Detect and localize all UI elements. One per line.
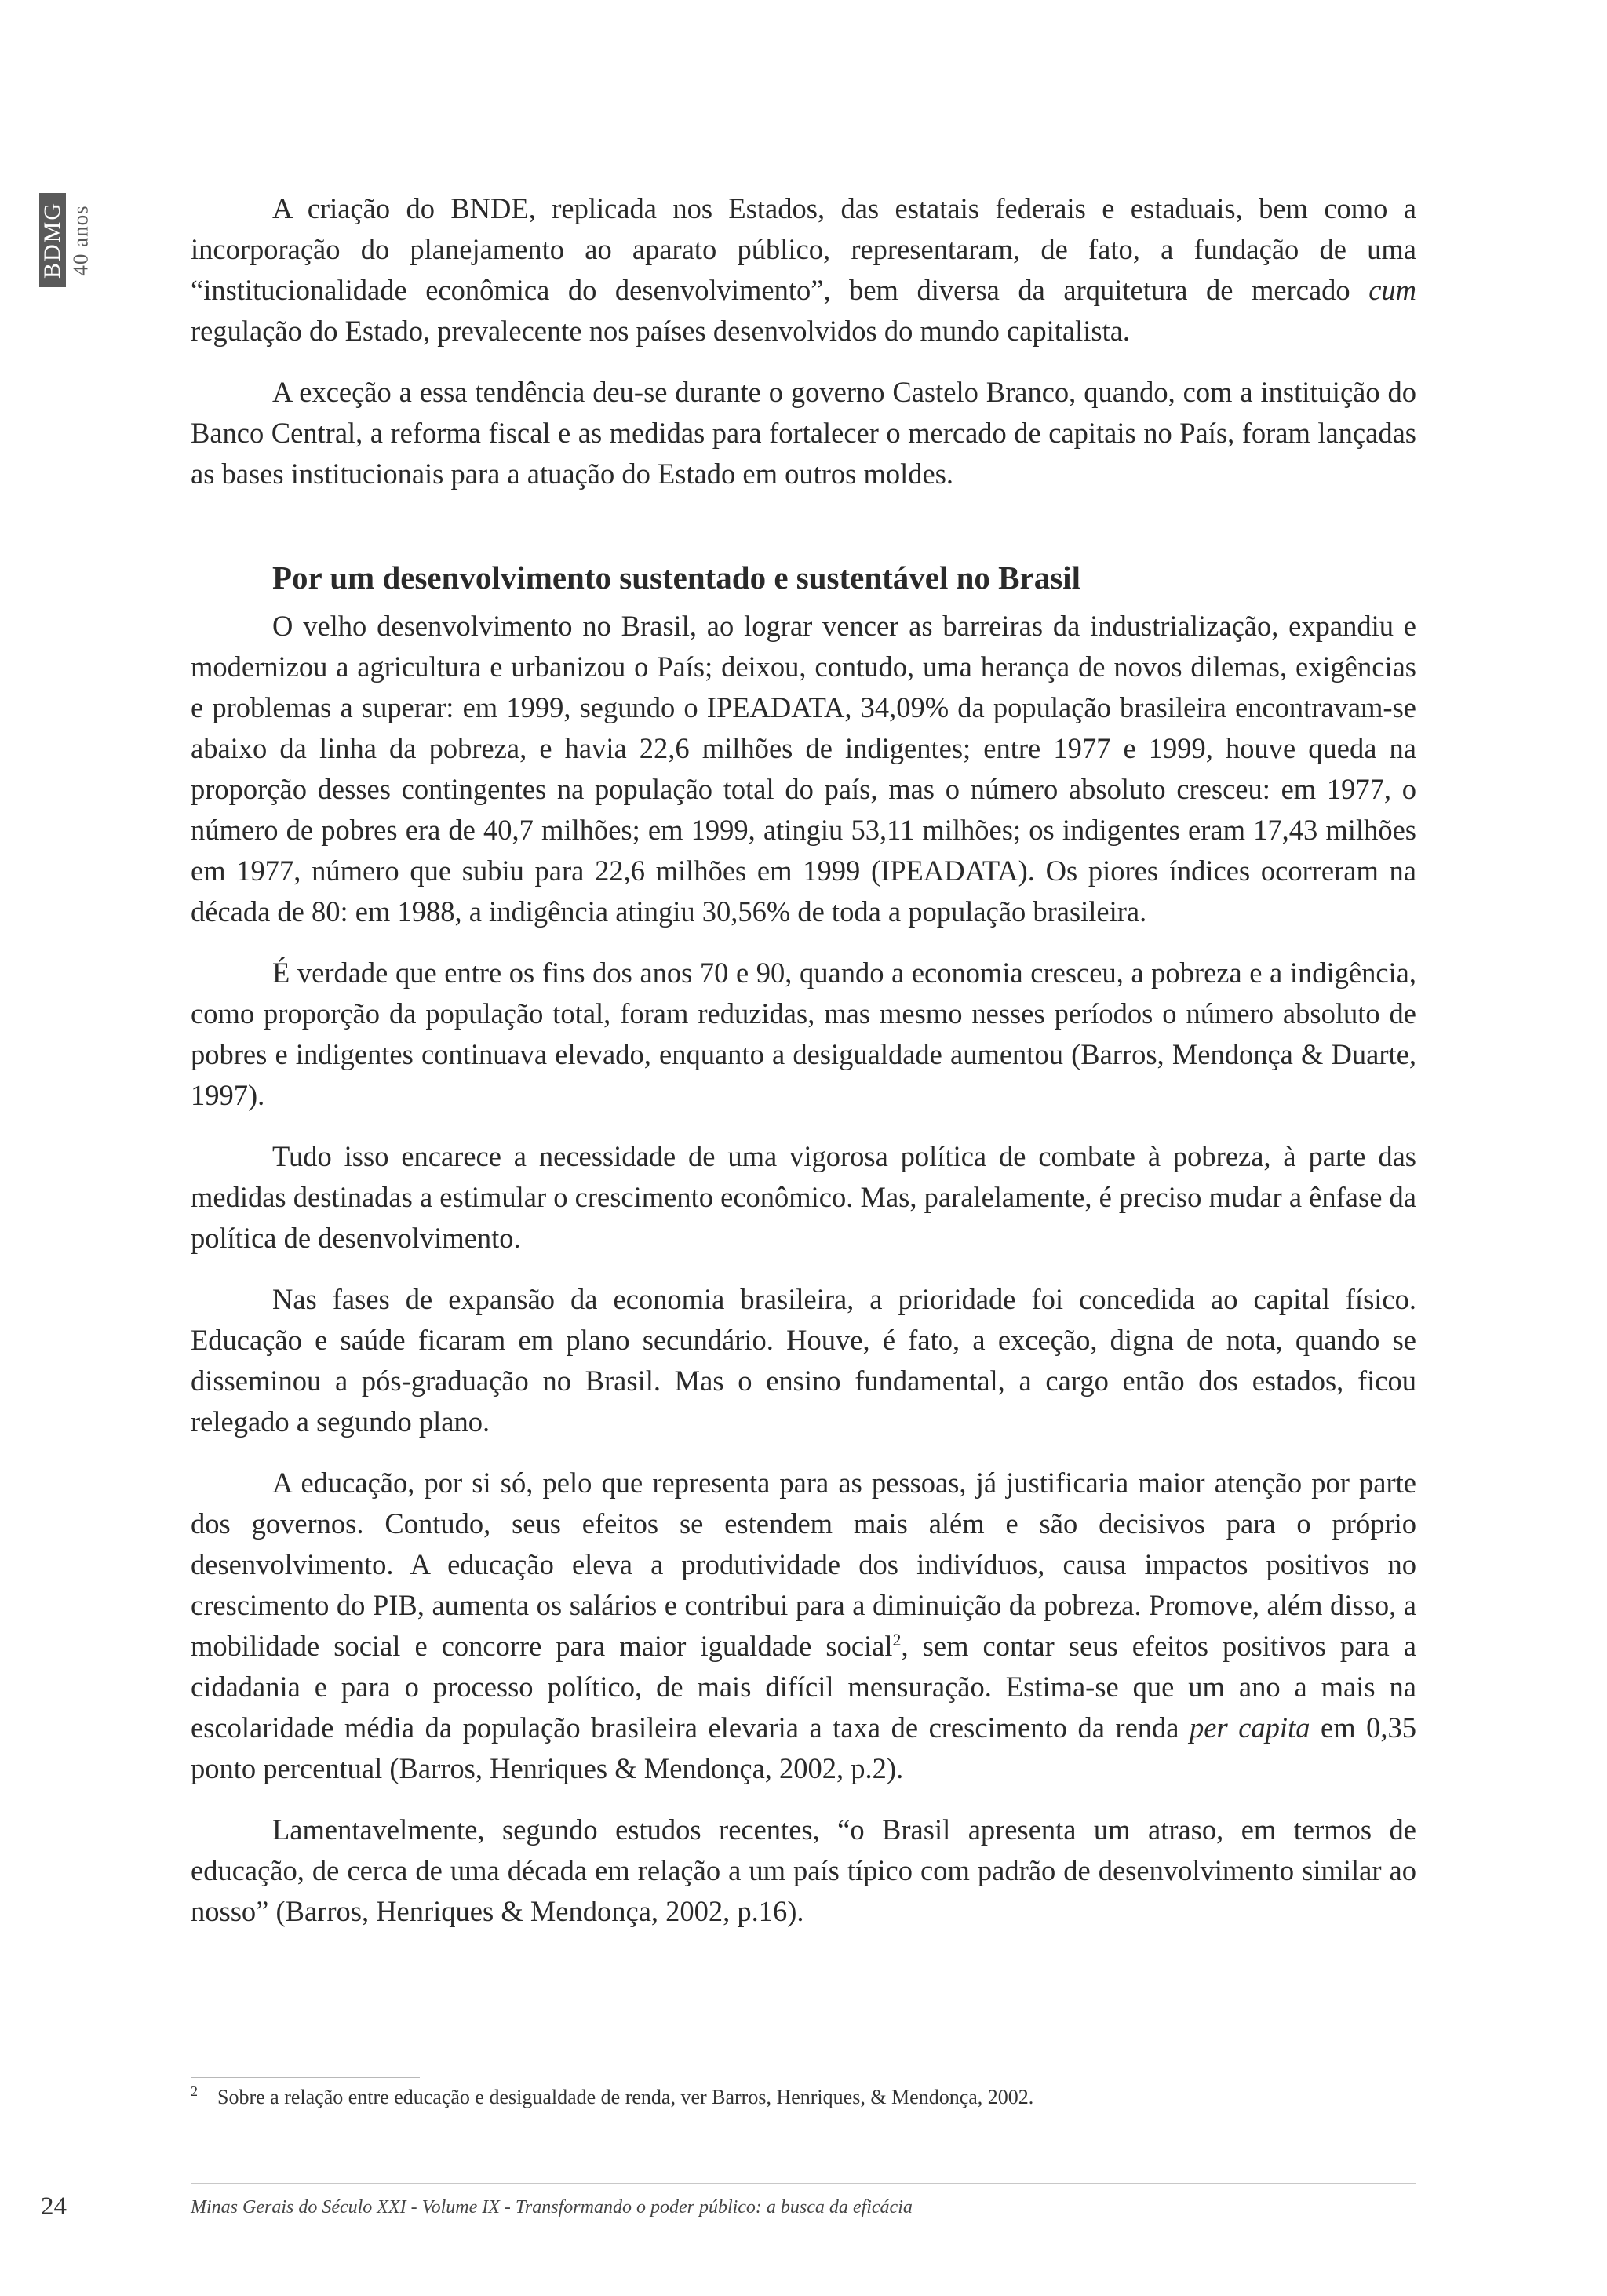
italic-text: per capita <box>1190 1711 1310 1744</box>
paragraph-text: O velho desenvolvimento no Brasil, ao lograr vencer as barreiras da industrialização, expandiu e modernizou a agricultura e urbanizou o País; deixou, contudo, uma herança de novos dilemas, exigências e problemas a superar: em 1999, segundo o IPEADATA, 34,09% da população brasileira encontravam-se abaixo da linha da pobreza, e havia 22,6 milhões de indigentes; entre 1977 e 1999, houve queda na proporção desses contingentes na população total do país, mas o número absoluto cresceu: em 1977, o número de pobres era de 40,7 milhões; em 1999, atingiu 53,11 milhões; os indigentes eram 17,43 milhões em 1977, número que subiu para 22,6 milhões em 1999 (IPEADATA). Os piores índices ocorreram na década de 80: em 1988, a indigência atingiu 30,56% de toda a população brasileira. <box>191 610 1416 928</box>
paragraph <box>191 1136 1416 1259</box>
section-paragraphs <box>191 606 1416 1932</box>
paragraph <box>191 953 1416 1116</box>
running-title: Minas Gerais do Século XXI - Volume IX - Transformando o poder público: a busca da eficácia <box>191 2197 913 2218</box>
footnote-reference: 2 <box>892 1629 902 1649</box>
logo-subtitle-box <box>67 193 94 287</box>
paragraph <box>191 188 1416 352</box>
page-number: 24 <box>41 2192 67 2221</box>
paragraph-text: A exceção a essa tendência deu-se durante o governo Castelo Branco, quando, com a instituição do Banco Central, a reforma fiscal e as medidas para fortalecer o mercado de capitais no País, foram lançadas as bases institucionais para a atuação do Estado em outros moldes. <box>191 376 1416 490</box>
footnote-divider <box>191 2077 420 2078</box>
paragraph-text: Tudo isso encarece a necessidade de uma vigorosa política de combate à pobreza, à parte das medidas destinadas a estimular o crescimento econômico. Mas, paralelamente, é preciso mudar a ênfase da política de desenvolvimento. <box>191 1140 1416 1254</box>
paragraph-text: regulação do Estado, prevalecente nos países desenvolvidos do mundo capitalista. <box>191 315 1131 347</box>
paragraph-text: A educação, por si só, pelo que representa para as pessoas, já justificaria maior atenção por parte dos governos. Contudo, seus efeitos se estendem mais além e são decisivos para o próprio desenvolvimento. A educação eleva a produtividade dos indivíduos, causa impactos positivos no crescimento do PIB, aumenta os salários e contribui para a diminuição da pobreza. Promove, além disso, a mobilidade social e concorre para maior igualdade social <box>191 1467 1416 1662</box>
paragraph-text: Lamentavelmente, segundo estudos recentes, “o Brasil apresenta um atraso, em termos de educação, de cerca de uma década em relação a um país típico com padrão de desenvolvimento similar ao nosso” (Barros, Henriques & Mendonça, 2002, p.16). <box>191 1813 1416 1927</box>
paragraph <box>191 1279 1416 1442</box>
logo-brand-text: BDMG <box>39 201 66 279</box>
paragraph-text: , sem contar seus efeitos positivos para a cidadania e para o processo político, de mais difícil mensuração. Estima-se que um ano a mais na escolaridade média da população brasileira elevaria a taxa de crescimento da renda <box>191 1630 1416 1744</box>
italic-text: cum <box>1368 274 1416 306</box>
paragraph-text: em 0,35 ponto percentual (Barros, Henriques & Mendonça, 2002, p.2). <box>191 1711 1417 1784</box>
paragraph <box>191 1809 1416 1932</box>
paragraph-text: Nas fases de expansão da economia brasileira, a prioridade foi concedida ao capital físico. Educação e saúde ficaram em plano secundário. Houve, é fato, a exceção, digna de nota, quando se disseminou a pós-graduação no Brasil. Mas o ensino fundamental, a cargo então dos estados, ficou relegado a segundo plano. <box>191 1283 1416 1438</box>
paragraph <box>191 606 1416 932</box>
footnote-text: Sobre a relação entre educação e desigualdade de renda, ver Barros, Henriques, & Mendonça, 2002. <box>217 2086 1034 2108</box>
intro-paragraphs <box>191 188 1416 494</box>
footer-divider <box>191 2183 1416 2184</box>
footnote: 2 Sobre a relação entre educação e desigualdade de renda, ver Barros, Henriques, & Mendonça, 2002. <box>191 2083 1034 2108</box>
section-heading: Por um desenvolvimento sustentado e sustentável no Brasil <box>272 559 1080 596</box>
paragraph <box>191 372 1416 494</box>
paragraph <box>191 1463 1416 1789</box>
bdmg-logo <box>39 193 105 290</box>
main-text <box>191 188 1416 1952</box>
logo-subtitle-text: 40 anos <box>68 204 93 276</box>
paragraph-text: É verdade que entre os fins dos anos 70 e 90, quando a economia cresceu, a pobreza e a indigência, como proporção da população total, foram reduzidas, mas mesmo nesses períodos o número absoluto de pobres e indigentes continuava elevado, enquanto a desigualdade aumentou (Barros, Mendonça & Duarte, 1997). <box>191 957 1416 1111</box>
paragraph-text: A criação do BNDE, replicada nos Estados, das estatais federais e estaduais, bem como a incorporação do planejamento ao aparato público, representaram, de fato, a fundação de uma “institucionalidade econômica do desenvolvimento”, bem diversa da arquitetura de mercado <box>191 192 1416 306</box>
logo-brand-box <box>39 193 66 287</box>
